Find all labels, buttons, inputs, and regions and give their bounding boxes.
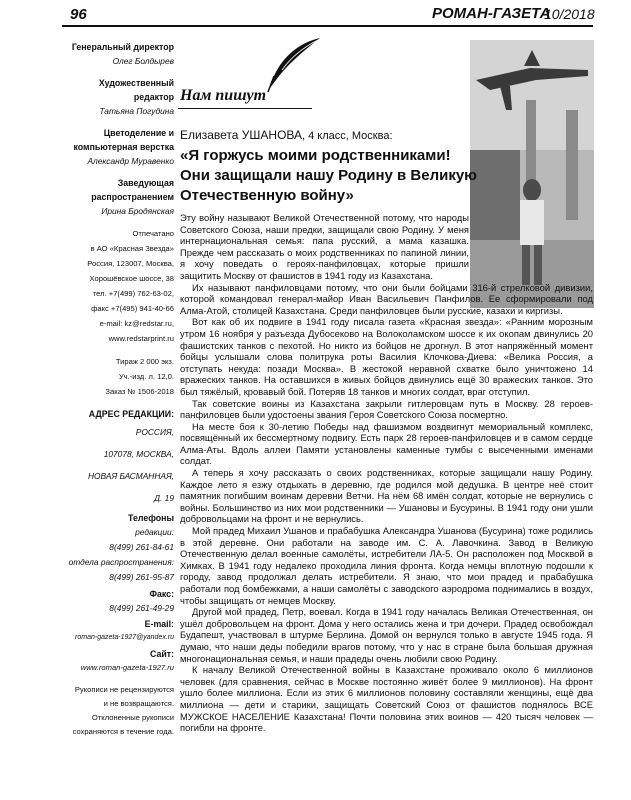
article-body: [180, 212, 593, 734]
printer-line: Хорошёвское шоссе, 38: [89, 274, 174, 283]
role-block: [62, 40, 174, 68]
note-line: Рукописи не рецензируются: [74, 685, 174, 694]
journal-title: РОМАН-ГАЗЕТА: [432, 5, 551, 22]
paragraph: К началу Великой Отечественной войны в Казахстане проживало около 6 миллионов человек (для сравнения, сейчас в Москве постоянно живёт более 9 миллионов). На фронт ушло более миллиона. Если из этих 6 миллионов половину составляли женщины, ещё два миллиона — дети и старики, защищать Советский Союз от фашистов поднялось ВСЕ МУЖСКОЕ НАСЕЛЕНИЕ Казахстана! Почти половина этих воинов — 420 тысяч человек — погибли на фронте.: [180, 664, 593, 734]
role-title: Генеральный директор: [71, 42, 174, 52]
printer-info: [62, 226, 174, 346]
phones: [62, 525, 174, 585]
order-number: Заказ № 1506-2018: [105, 387, 174, 396]
address-line: РОССИЯ,: [135, 427, 174, 437]
phone-line: 8(499) 261-84-61: [109, 542, 174, 552]
paragraph: Их называют панфиловцами потому, что они были бойцами 316-й стрелковой дивизии, которой командовал генерал-майор Иван Васильевич Панфилов. Ее сформировали под Алма-Атой, столицей Казахстана. Среди панфиловцев были русские, казахи и киргизы.: [180, 281, 593, 316]
role-block: [62, 76, 174, 118]
uch-izd: Уч.-изд. л. 12,0.: [118, 372, 174, 381]
address-line: Д. 19: [154, 493, 174, 503]
role-name: Олег Болдырев: [112, 56, 174, 66]
paragraph: Вот как об их подвиге в 1941 году писала газета «Красная звезда»: «Ранним морозным утром 16 ноября у разъезда Дубосеково на Волоколамском шоссе к их окопам двинулись 20 фашистских танков с пехотой. Но никто из бойцов не дрогнул. В этот напряжённый момент бойцы услышали слова политрука роты Василия Клочкова-Диева: «Велика Россия, а отступать некуда: позади Москва». В жестокой неравной схватке было уничтожено 14 вражеских танков. На оставшихся в живых бойцов двинулись ещё 30 вражеских танков. Это был тяжёлый, кровавый бой. Потеряв 18 танков и многих солдат, враг отступил.: [180, 316, 593, 397]
paragraph: Мой прадед Михаил Ушанов и прабабушка Александра Ушанова (Бусурина) тоже родились в этой деревне. Они работали на заводе им. С. А. Лавочкина. Завод в Великую Отечественную делал военные самолёты, истребители ЛА-5. Он расположен под Москвой в Химках. В 1941 году недалеко проходила линия фронта. Когда немцы вплотную подошли к городу, завод продолжал делать истребители. Я знаю, что мои прадед и прабабушка работали под бомбежками, а наши самолёты с заводского аэродрома поднимались в воздух, чтобы защищать от немцев Москву.: [180, 525, 593, 606]
role-name: Татьяна Погудина: [99, 106, 174, 116]
role-title: Цветоделение и компьютерная верстка: [73, 128, 174, 152]
quill-icon: [262, 36, 322, 94]
note-line: сохраняются в течение года.: [72, 727, 174, 736]
header-rule: [62, 25, 593, 27]
paragraph: А теперь я хочу рассказать о своих родственниках, которые защищали нашу Родину. Каждое лето я езжу отдыхать в деревню, где родился мой дедушка. В центре неё стоит памятник погибшим воинам деревни Ветчи. На нём 68 имён солдат, которые не вернулись с войны. Большинство из них мои родственники — Ушановы и Бусурины. В 1941 году они ушли добровольцами на фронт и не вернулись.: [180, 467, 593, 525]
printer-line: Отпечатано: [132, 229, 174, 238]
role-block: [62, 176, 174, 218]
page-number: 96: [70, 6, 87, 23]
printer-line: тел. +7(499) 762-63-02,: [92, 289, 174, 298]
printer-line: Россия, 123007, Москва,: [87, 259, 174, 268]
rubric-title: Нам пишут: [180, 87, 267, 104]
paragraph: Другой мой прадед, Петр, воевал. Когда в 1941 году началась Великая Отечественная, он ушёл добровольцем на фронт. Дома у него остались жена и три дочери. Прадед освобождал Будапешт, участвовал в штурме Берлина. Домой он вернулся только в августе 1945 года. Я думаю, что наши деды победили врагов потому, что у нас в стране была большая дружная многонациональная семья, и наши прадеды очень любили свою Родину.: [180, 606, 593, 664]
article-title: «Я горжусь моими родственниками! Они защищали нашу Родину в Великую Отечественную войну»: [180, 147, 477, 204]
fax-heading: Факс:: [149, 589, 174, 599]
address-line: НОВАЯ БАСМАННАЯ,: [87, 471, 174, 481]
author-info: , 4 класс, Москва:: [302, 130, 393, 142]
role-name: Ирина Бродянская: [101, 206, 174, 216]
phone-line: 8(499) 261-95-87: [109, 572, 174, 582]
tirazh: Тираж 2 000 экз.: [115, 357, 174, 366]
role-title: Заведующая распространением: [91, 178, 174, 202]
paragraph: Эту войну называют Великой Отечественной потому, что народы Советского Союза, наши предки, защищали свою Родину. У меня интернациональная семья: папа русский, а мама казашка. Прежде чем рассказать о моих родственниках по папиной линии, я хочу поведать о героях-панфиловцах, которые пришли защитить Москву от фашистов в 1941 году из Казахстана.: [180, 212, 469, 281]
role-title: Художественный редактор: [98, 78, 174, 102]
email-heading: E-mail:: [144, 619, 174, 629]
printer-line: в АО «Красная Звезда»: [90, 244, 174, 253]
phones-heading: Телефоны: [128, 513, 174, 523]
paragraph: Так советские воины из Казахстана закрыли гитлеровцам путь в Москву. 28 героев-панфиловцев были удостоены звания Героя Советского Союза посмертно.: [180, 397, 593, 421]
site[interactable]: www.roman-gazeta-1927.ru: [80, 663, 174, 672]
manuscript-notes: [62, 683, 174, 739]
address-heading: АДРЕС РЕДАКЦИИ:: [88, 409, 174, 419]
printer-line: факс +7(495) 941-40-66: [91, 304, 174, 313]
note-line: Отклоненные рукописи: [91, 713, 174, 722]
email[interactable]: roman-gazeta-1927@yandex.ru: [75, 634, 174, 641]
paragraph: На месте боя к 30-летию Победы над фашизмом воздвигнут мемориальный комплекс, посвящённый их бессмертному подвигу. Есть парк 28 героев-панфиловцев и в самом сердце Алма-Аты. Вдоль аллеи Памяти установлены каменные тумбы с высеченными именами солдат.: [180, 420, 593, 467]
author-first-name: Елизавета: [180, 128, 242, 142]
phone-line: отдела распространения:: [68, 557, 174, 567]
fax: 8(499) 261-49-29: [109, 603, 174, 613]
note-line: и не возвращаются.: [103, 699, 174, 708]
role-block: [62, 126, 174, 168]
role-name: Александр Муравенко: [87, 156, 174, 166]
print-run: [62, 354, 174, 399]
author-last-name: УШАНОВА: [241, 128, 303, 142]
article-author: [180, 128, 393, 142]
issue-number: 10/2018: [544, 6, 595, 22]
address-line: 107078, МОСКВА,: [103, 449, 174, 459]
page-header: [0, 0, 631, 32]
rubric-rule: [178, 108, 312, 109]
site-heading: Сайт:: [150, 649, 174, 659]
phone-line: редакции:: [135, 527, 174, 537]
printer-line: e-mail: kz@redstar.ru,: [99, 319, 174, 328]
imprint-sidebar: [62, 40, 174, 739]
printer-line: www.redstarprint.ru: [108, 334, 174, 343]
address: [62, 421, 174, 509]
